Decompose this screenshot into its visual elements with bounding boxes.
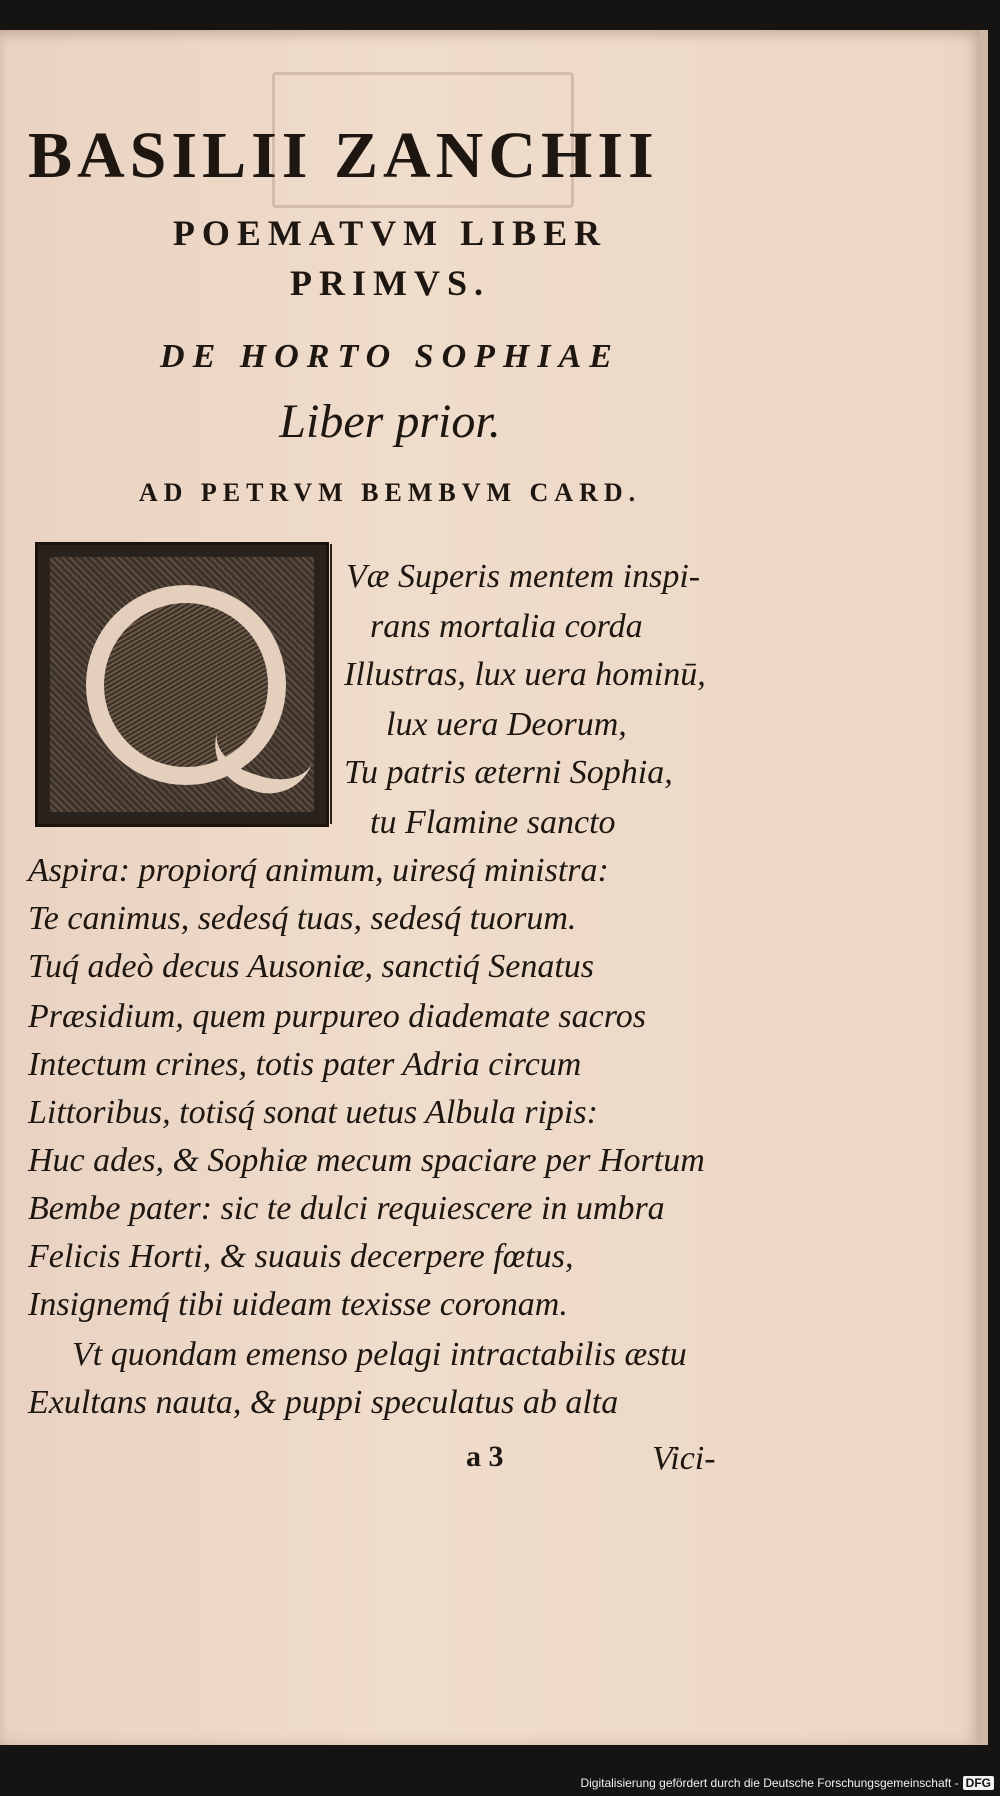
poem-line: Exultans nauta, & puppi speculatus ab alta (28, 1384, 619, 1421)
initial-rule (330, 544, 332, 824)
poem-line: Tuq́ adeò decus Ausoniæ, sanctiq́ Senatus (28, 948, 595, 985)
section-subtitle: Liber prior. (279, 395, 501, 448)
poem-line: Felicis Horti, & suauis decerpere fœtus, (28, 1238, 574, 1275)
poem-line: Præsidium, quem purpureo diademate sacros (28, 998, 646, 1035)
dfg-logo-badge: DFG (963, 1776, 994, 1790)
poem-line: Huc ades, & Sophiæ mecum spaciare per Hortum (28, 1142, 705, 1179)
poem-line: Bembe pater: sic te dulci requiescere in umbra (28, 1190, 665, 1227)
poem-line: Tu patris æterni Sophia, (344, 754, 673, 791)
signature-mark: a 3 (466, 1440, 504, 1473)
dedication: AD PETRVM BEMBVM CARD. (138, 478, 642, 507)
decorated-initial-q-icon (35, 542, 329, 827)
initial-letter (38, 545, 326, 824)
poem-line: Illustras, lux uera hominū, (344, 656, 706, 693)
page-title: BASILII ZANCHII (28, 119, 659, 192)
poem-line: rans mortalia corda (370, 608, 643, 645)
poem-line: Aspira: propiorq́ animum, uiresq́ ministra: (28, 852, 609, 889)
poem-line: Te canimus, sedesq́ tuas, sedesq́ tuorum. (28, 900, 577, 937)
poem-line: Væ Superis mentem inspi- (346, 558, 701, 595)
poem-line: tu Flamine sancto (370, 804, 616, 841)
subtitle-line-2: PRIMVS. (290, 263, 490, 303)
poem-line: Littoribus, totisq́ sonat uetus Albula ripis: (28, 1094, 598, 1131)
poem-line: Vt quondam emenso pelagi intractabilis æstu (72, 1336, 687, 1373)
catchword: Vici- (652, 1440, 716, 1477)
poem-line: Intectum crines, totis pater Adria circum (28, 1046, 582, 1083)
page-edge (980, 30, 988, 1745)
poem-line: lux uera Deorum, (386, 706, 627, 743)
section-title: DE HORTO SOPHIAE (160, 338, 620, 375)
poem-line: Insignemq́ tibi uideam texisse coronam. (28, 1286, 568, 1323)
digitization-footer (580, 1776, 994, 1790)
footer-text: Digitalisierung gefördert durch die Deutsche Forschungsgemeinschaft - (580, 1776, 959, 1790)
subtitle-line-1: POEMATVM LIBER (172, 213, 608, 253)
